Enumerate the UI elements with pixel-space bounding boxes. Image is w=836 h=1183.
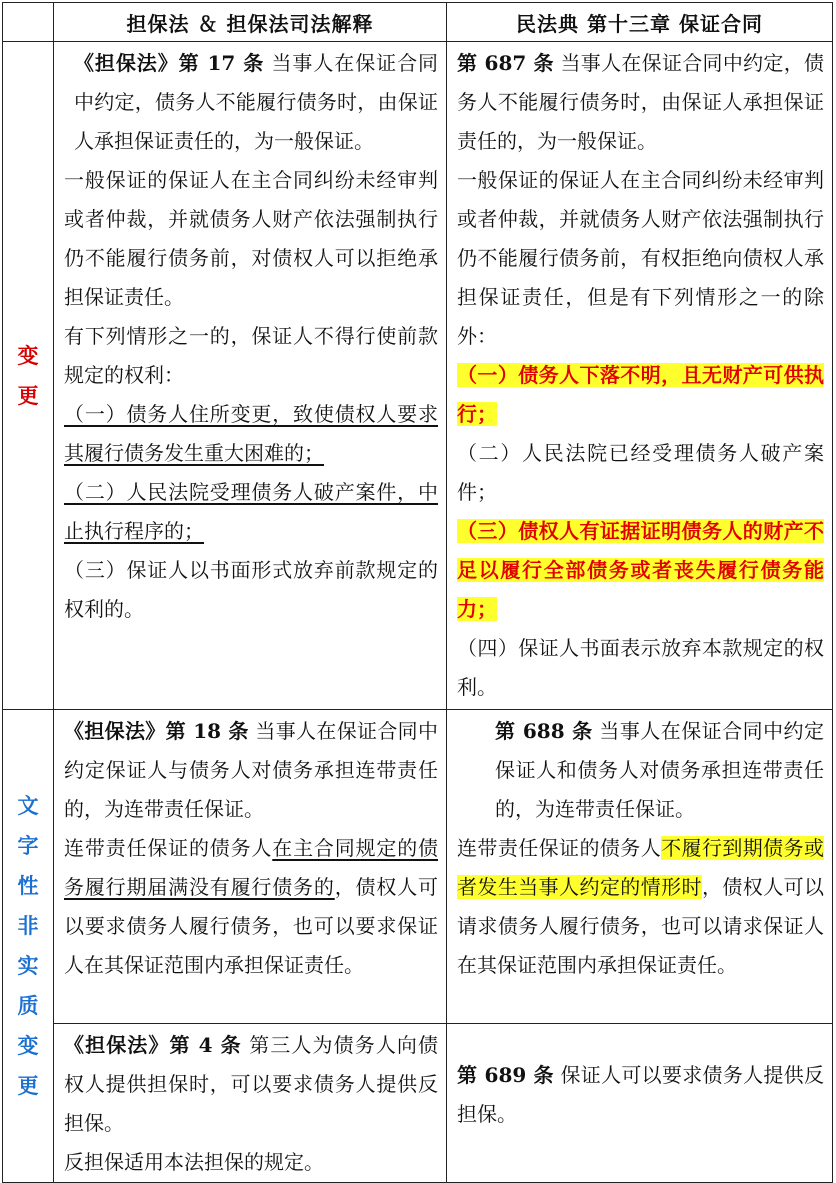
row-article-17 [3,42,833,710]
highlighted-text: （一）债务人下落不明，且无财产可供执行； [457,363,824,426]
list-item [457,512,824,629]
paragraph: 一般保证的保证人在主合同纠纷未经审判或者仲裁，并就债务人财产依法强制执行仍不能履行债务前，对债权人可以拒绝承担保证责任。 [64,168,438,309]
header-row [3,3,833,42]
right-cell-art688: 第 688 条 当事人在保证合同中约定保证人和债务人对债务承担连带责任的，为连带责任保证。 连带责任保证的债务人不履行到期债务或者发生当事人约定的情形时，债权人可以请求债务人履行债务，也可以请求保证人在其保证范围内承担保证责任。 [447,710,833,1024]
list-item [457,356,824,434]
comparison-table [2,2,833,1183]
header-left: 担保法 ＆ 担保法司法解释 [54,3,447,42]
paragraph: 连带责任保证的债务人在主合同规定的债务履行期届满没有履行债务的，债权人可以要求债务人履行债务，也可以要求保证人在其保证范围内承担保证责任。 [64,836,439,977]
article-title: 《担保法》第 4 条 [64,1033,242,1057]
category-change: 变 更 [3,42,54,710]
left-cell-art17: 《担保法》第 17 条 当事人在保证合同中约定，债务人不能履行债务时，由保证人承担保证责任的，为一般保证。 一般保证的保证人在主合同纠纷未经审判或者仲裁，并就债务人财产依法强制执行仍不能履行债务前，对债权人可以拒绝承担保证责任。 有下列情形之一的，保证人不得行使前款规定的权利： （一）债务人住所变更，致使债权人要求其履行债务发生重大困难的； （二）人民法院受理债务人破产案件，中止执行程序的； （三）保证人以书面形式放弃前款规定的权利的。 [54,42,447,710]
right-cell-art687: 第 687 条 当事人在保证合同中约定，债务人不能履行债务时，由保证人承担保证责任的，为一般保证。 一般保证的保证人在主合同纠纷未经审判或者仲裁，并就债务人财产依法强制执行仍不能履行债务前，有权拒绝向债权人承担保证责任，但是有下列情形之一的除外： （一）债务人下落不明，且无财产可供执行； （二）人民法院已经受理债务人破产案件； （三）债权人有证据证明债务人的财产不足以履行全部债务或者丧失履行债务能力； （四）保证人书面表示放弃本款规定的权利。 [447,42,833,710]
highlighted-text: 不履行到期债务或者发生当事人约定的情形时 [457,836,825,899]
list-item: （二）人民法院受理债务人破产案件，中止执行程序的； [64,480,438,543]
header-right: 民法典 第十三章 保证合同 [447,3,833,42]
row-article-4 [3,1024,833,1183]
left-cell-art18: 《担保法》第 18 条 当事人在保证合同中约定保证人与债务人对债务承担连带责任的，为连带责任保证。 连带责任保证的债务人在主合同规定的债务履行期届满没有履行债务的，债权人可以要求债务人履行债务，也可以要求保证人在其保证范围内承担保证责任。 [54,710,447,1024]
header-corner [3,3,54,42]
paragraph: 有下列情形之一的，保证人不得行使前款规定的权利： [64,324,438,387]
article-title: 第 688 条 [495,719,593,743]
list-item: （三）保证人以书面形式放弃前款规定的权利的。 [64,558,438,621]
article-title: 《担保法》第 18 条 [64,719,249,743]
paragraph: 反担保适用本法担保的规定。 [64,1150,324,1174]
list-item: （二）人民法院已经受理债务人破产案件； [457,441,824,504]
left-cell-art4: 《担保法》第 4 条 第三人为债务人向债权人提供担保时，可以要求债务人提供反担保。 反担保适用本法担保的规定。 [54,1024,447,1183]
list-item: （一）债务人住所变更，致使债权人要求其履行债务发生重大困难的； [64,402,438,465]
list-item: （四）保证人书面表示放弃本款规定的权利。 [457,636,824,699]
row-article-18 [3,710,833,1024]
right-cell-art689: 第 689 条 保证人可以要求债务人提供反担保。 [447,1024,833,1183]
paragraph: 连带责任保证的债务人不履行到期债务或者发生当事人约定的情形时，债权人可以请求债务人履行债务，也可以请求保证人在其保证范围内承担保证责任。 [457,836,825,977]
article-title: 第 687 条 [457,51,554,75]
article-title: 第 689 条 [457,1063,554,1087]
category-wording-change: 文 字 性 非 实 质 变 更 [3,710,54,1183]
article-title: 《担保法》第 17 条 [74,51,265,75]
paragraph: 一般保证的保证人在主合同纠纷未经审判或者仲裁，并就债务人财产依法强制执行仍不能履行债务前，有权拒绝向债权人承担保证责任，但是有下列情形之一的除外： [457,168,824,348]
highlighted-text: （三）债权人有证据证明债务人的财产不足以履行全部债务或者丧失履行债务能力； [457,519,824,621]
